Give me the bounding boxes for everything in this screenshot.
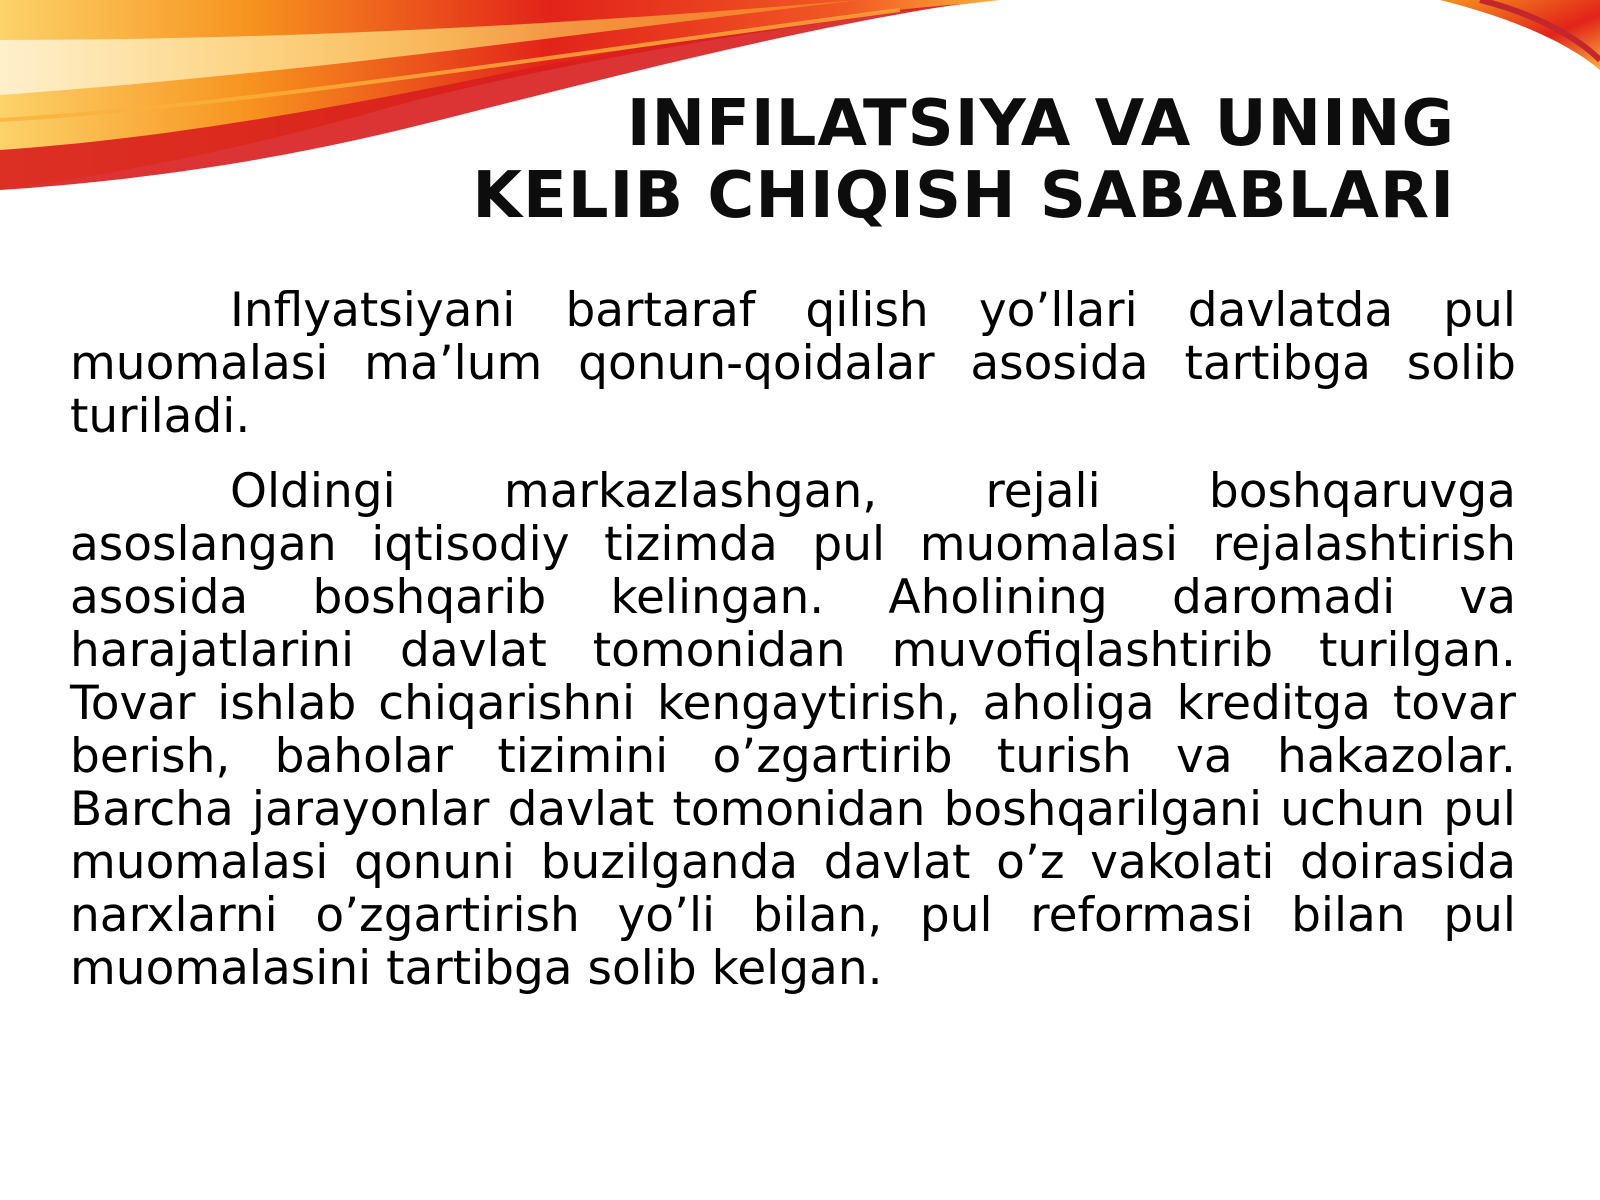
slide-title-line-1: INFILATSIYA VA UNING xyxy=(626,87,1455,161)
slide-body xyxy=(70,284,1516,1017)
body-paragraph-1: Inflyatsiyani bartaraf qilish yo’llari davlatda pul muomalasi ma’lum qonun-qoidalar asosida tartibga solib turiladi. xyxy=(70,283,1516,444)
body-paragraph-2: Oldingi markazlashgan, rejali boshqaruvga asoslangan iqtisodiy tizimda pul muomalasi rejalashtirish asosida boshqarib kelingan. Aholining daromadi va harajatlarini davlat tomonidan muvofiqlashtirib turilgan. Tovar ishlab chiqarishni kengaytirish, aholiga kreditga tovar berish, baholar tizimini o’zgartirib turish va hakazolar. Barcha jarayonlar davlat tomonidan boshqarilgani uchun pul muomalasi qonuni buzilganda davlat o’z vakolati doirasida narxlarni o’zgartirish yo’li bilan, pul reformasi bilan pul muomalasini tartibga solib kelgan. xyxy=(70,464,1516,996)
slide-title xyxy=(472,88,1455,232)
slide-title-line-2: KELIB CHIQISH SABABLARI xyxy=(472,159,1455,233)
